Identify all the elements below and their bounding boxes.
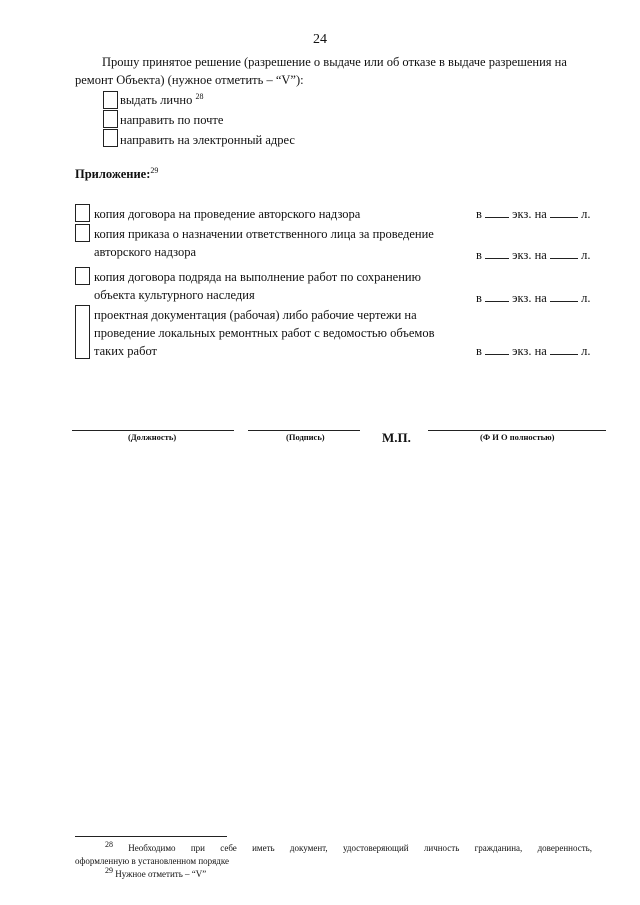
footnote-ref-29: 29 [150, 165, 159, 175]
attachment-3-qty: в экз. на л. [476, 291, 591, 305]
footnote-ref-28: 28 [195, 91, 204, 101]
attachment-1-qty: в экз. на л. [476, 207, 591, 221]
name-line [428, 430, 606, 431]
footnote-separator [75, 836, 227, 837]
attachment-checkbox-1[interactable] [75, 204, 90, 222]
signature-line [248, 430, 360, 431]
option-checkbox-in-person[interactable] [103, 91, 118, 109]
option-checkbox-by-mail[interactable] [103, 110, 118, 128]
attachment-1-line-1: копия договора на проведение авторского надзора [94, 207, 361, 221]
attachment-checkbox-3[interactable] [75, 267, 90, 285]
option-label-by-email: направить на электронный адрес [120, 133, 295, 147]
attachment-4-qty: в экз. на л. [476, 344, 591, 358]
option-label-by-mail: направить по почте [120, 113, 224, 127]
footnote-28-line-2: оформленную в установленном порядке [75, 856, 230, 866]
attachment-checkbox-4[interactable] [75, 305, 90, 359]
name-caption: (Ф И О полностью) [480, 432, 555, 442]
position-caption: (Должность) [128, 432, 177, 442]
attachment-3-line-2: объекта культурного наследия [94, 288, 255, 302]
attachment-4-line-1: проектная документация (рабочая) либо рабочие чертежи на [94, 308, 417, 322]
request-line-2: ремонт Объекта) (нужное отметить – “V”): [75, 73, 304, 87]
attachment-2-line-2: авторского надзора [94, 245, 197, 259]
attachment-2-qty: в экз. на л. [476, 248, 591, 262]
option-label-in-person: выдать лично $^{28}$ [120, 91, 204, 107]
attachment-checkbox-2[interactable] [75, 224, 90, 242]
attachment-4-line-2: проведение локальных ремонтных работ с ведомостью объемов [94, 326, 435, 340]
request-line-1: Прошу принятое решение (разрешение о выдаче или об отказе в выдаче разрешения на [102, 55, 567, 69]
footnote-28-line-1: 28 Необходимо при себе иметь документ, удостоверяющий личность гражданина, доверенность, [105, 840, 592, 853]
attachment-4-line-3: таких работ [94, 344, 158, 358]
signature-caption: (Подпись) [286, 432, 325, 442]
attachment-3-line-1: копия договора подряда на выполнение работ по сохранению [94, 270, 421, 284]
attachment-2-line-1: копия приказа о назначении ответственного лица за проведение [94, 227, 434, 241]
attachments-heading: Приложение:$^{29}$ [75, 165, 159, 181]
page-number: 24 [313, 32, 327, 47]
stamp-place: М.П. [382, 430, 411, 445]
footnote-29: 29 Нужное отметить – “V” [105, 866, 207, 879]
option-checkbox-by-email[interactable] [103, 129, 118, 147]
position-line [72, 430, 234, 431]
